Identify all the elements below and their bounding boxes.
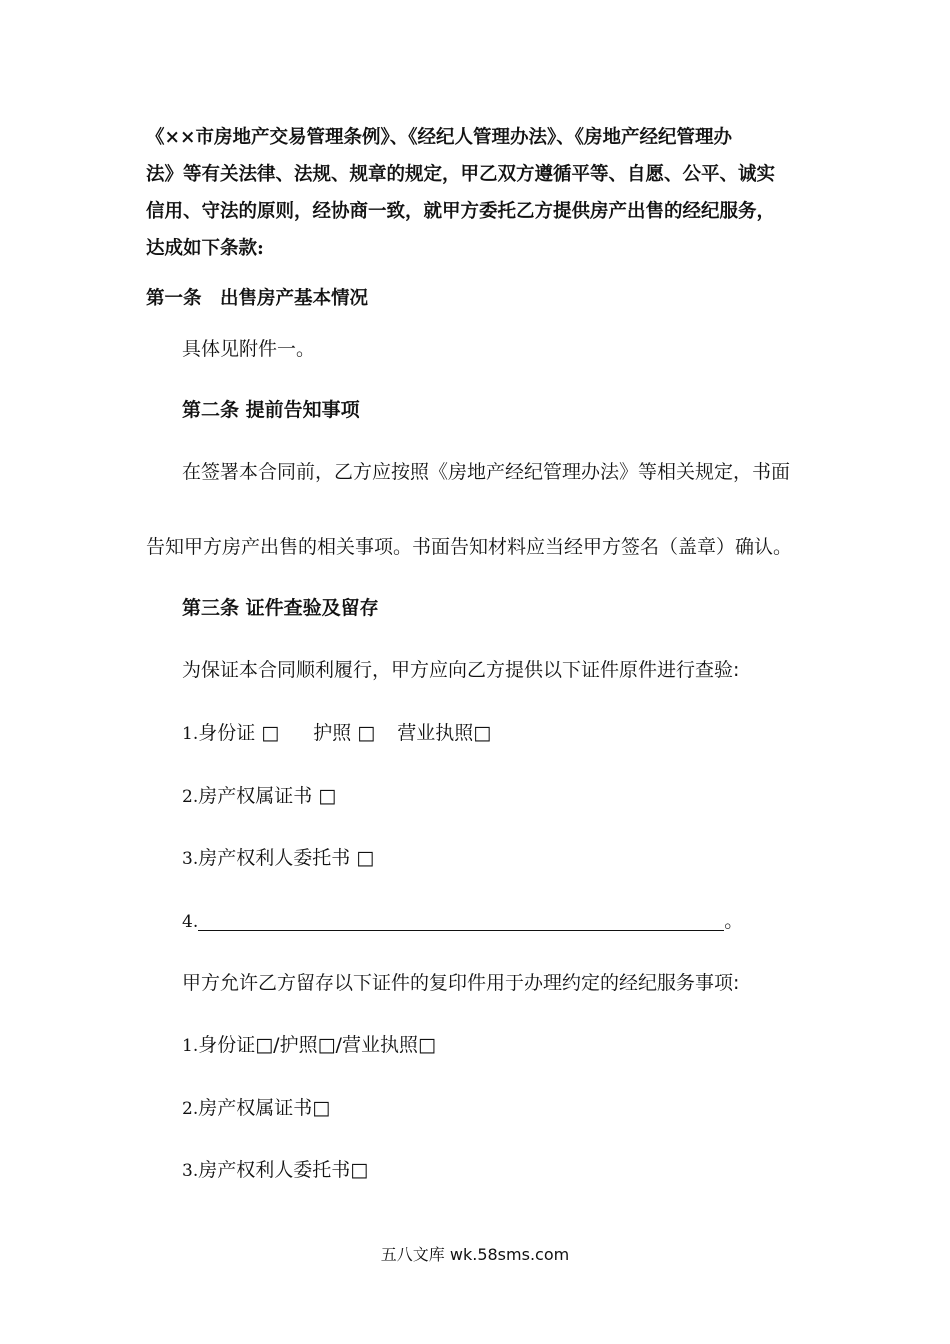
id-card-checkbox: 身份证 □ [198,722,280,744]
inspect-item-2 [182,784,336,809]
passport-checkbox: 护照 □ [313,722,376,744]
retain-item-2 [182,1096,330,1121]
retain-item-1-text: 身份证□/护照□/营业执照□ [198,1034,436,1056]
article-2-body-line-1: 在签署本合同前，乙方应按照《房地产经纪管理办法》等相关规定，书面 [182,461,791,483]
inspect-item-4-number: 4. [182,912,199,932]
article-3-title: 第三条 证件查验及留存 [182,597,379,619]
page-footer: 五八文库 wk.58sms.com [380,1245,570,1264]
retain-item-2-number: 2. [182,1099,199,1119]
retain-item-1 [182,1033,436,1058]
inspect-item-2-number: 2. [182,787,199,807]
retain-item-1-number: 1. [182,1036,199,1056]
inspect-item-2-text: 房产权属证书 □ [198,785,337,807]
inspect-item-3-text: 房产权利人委托书 □ [198,847,375,869]
retain-item-3-number: 3. [182,1161,199,1181]
intro-line-3: 信用、守法的原则，经协商一致，就甲方委托乙方提供房产出售的经纪服务， [146,201,776,222]
inspect-item-1 [182,721,491,746]
intro-line-1: 《××市房地产交易管理条例》、《经纪人管理办法》、《房地产经纪管理办 [146,127,733,148]
fill-in-blank [198,910,724,931]
inspect-item-1-number: 1. [182,724,199,744]
inspect-intro: 为保证本合同顺利履行，甲方应向乙方提供以下证件原件进行查验: [182,659,740,681]
intro-line-4: 达成如下条款: [146,238,264,259]
inspect-item-3 [182,846,374,871]
article-2-title: 第二条 提前告知事项 [182,399,360,421]
inspect-item-4 [182,909,743,934]
business-license-checkbox: 营业执照□ [397,722,492,744]
inspect-item-4-end: 。 [724,910,744,932]
article-1-title: 第一条 出售房产基本情况 [146,288,369,309]
retain-item-3-text: 房产权利人委托书□ [198,1159,369,1181]
article-1-body: 具体见附件一。 [182,338,316,360]
intro-line-2: 法》等有关法律、法规、规章的规定，甲乙双方遵循平等、自愿、公平、诚实 [146,164,776,185]
article-2-body-line-2: 告知甲方房产出售的相关事项。书面告知材料应当经甲方签名（盖章）确认。 [146,536,793,558]
retain-item-3 [182,1158,368,1183]
inspect-item-3-number: 3. [182,849,199,869]
retain-intro: 甲方允许乙方留存以下证件的复印件用于办理约定的经纪服务事项: [182,972,740,994]
retain-item-2-text: 房产权属证书□ [198,1097,331,1119]
